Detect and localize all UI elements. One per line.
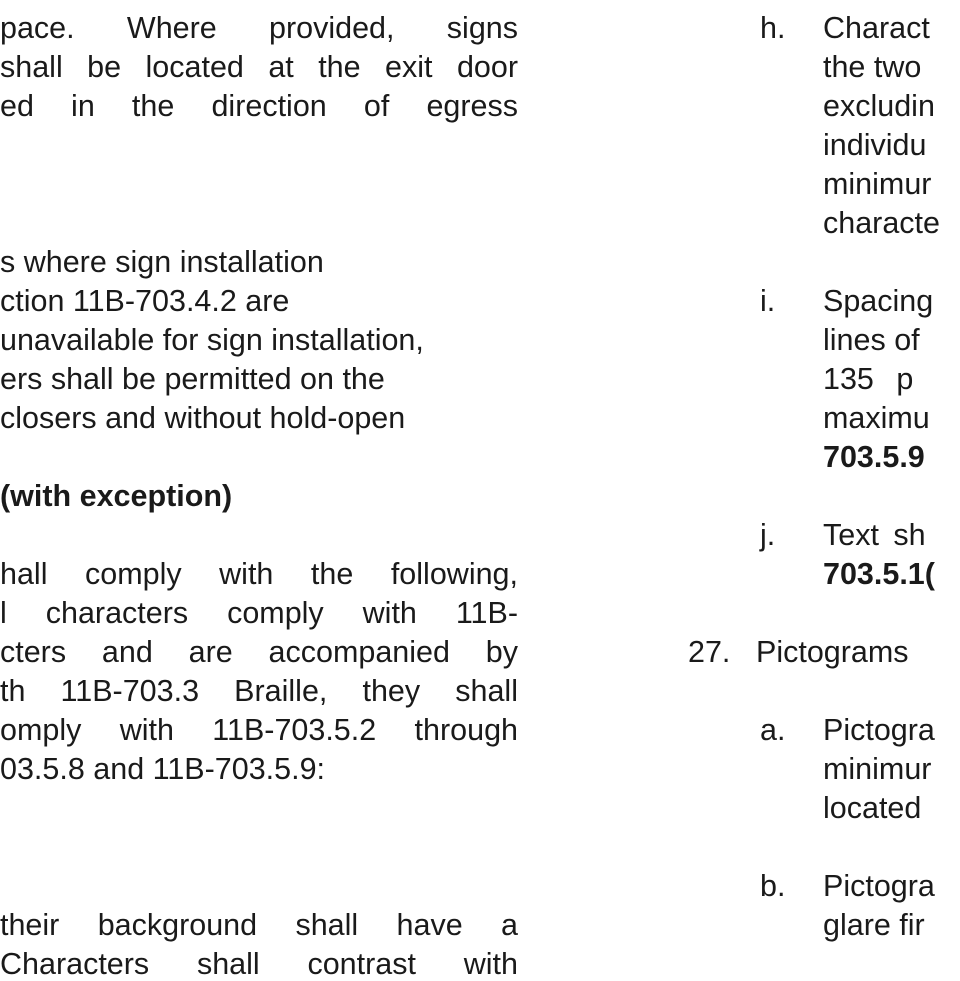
text-line: lines of xyxy=(823,323,920,357)
text-line: ed in the direction of egress xyxy=(0,89,518,123)
text-line: Characters shall contrast with xyxy=(0,947,518,981)
text-line: s where sign installation xyxy=(0,245,324,279)
text-line: unavailable for sign installation, xyxy=(0,323,424,357)
text-line: excludin xyxy=(823,89,935,123)
list-marker: b. xyxy=(760,869,786,903)
text-line: hall comply with the following, xyxy=(0,557,518,591)
text-line: maximu xyxy=(823,401,930,435)
text-line: ction 11B-703.4.2 are xyxy=(0,284,290,318)
text-line: pace. Where provided, signs xyxy=(0,11,518,45)
text-line: Pictogra xyxy=(823,713,935,747)
text-line: individu xyxy=(823,128,927,162)
text-line: 03.5.8 and 11B-703.5.9: xyxy=(0,752,326,786)
text-line: the two xyxy=(823,50,922,84)
text-line: omply with 11B-703.5.2 through xyxy=(0,713,518,747)
text-line: located xyxy=(823,791,922,825)
text-line: Pictogra xyxy=(823,869,935,903)
text-line: l characters comply with 11B- xyxy=(0,596,518,630)
text-line: shall be located at the exit door xyxy=(0,50,518,84)
list-marker: a. xyxy=(760,713,786,747)
text-line: minimur xyxy=(823,752,932,786)
text-line: th 11B-703.3 Braille, they shall xyxy=(0,674,518,708)
text-line: 135 p xyxy=(823,362,914,396)
text-line: glare fir xyxy=(823,908,925,942)
text-line: Spacing xyxy=(823,284,934,318)
list-number: 27. xyxy=(688,635,731,669)
text-line: characte xyxy=(823,206,940,240)
section-heading: (with exception) xyxy=(0,479,233,513)
code-reference: 703.5.1( xyxy=(823,557,935,591)
list-marker: j. xyxy=(760,518,776,552)
list-marker: h. xyxy=(760,11,786,45)
text-line: minimur xyxy=(823,167,932,201)
code-reference: 703.5.9 xyxy=(823,440,925,474)
text-line: ers shall be permitted on the xyxy=(0,362,385,396)
item-title: Pictograms xyxy=(756,635,909,669)
text-line: Text sh xyxy=(823,518,926,552)
text-line: cters and are accompanied by xyxy=(0,635,518,669)
text-line: Charact xyxy=(823,11,930,45)
list-marker: i. xyxy=(760,284,776,318)
text-line: closers and without hold-open xyxy=(0,401,406,435)
text-line: their background shall have a xyxy=(0,908,518,942)
